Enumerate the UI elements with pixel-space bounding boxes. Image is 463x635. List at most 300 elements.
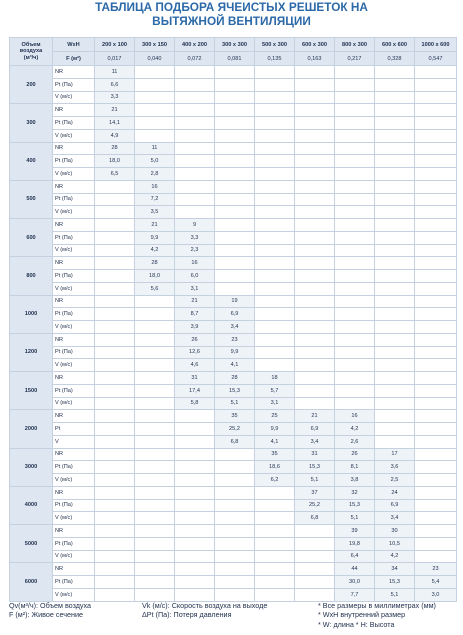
data-cell: [295, 180, 335, 193]
data-cell: [215, 525, 255, 538]
legend-velocity: Vk (м/с): Скорость воздуха на выходе: [142, 601, 268, 610]
data-cell: [95, 410, 135, 423]
data-cell: 3,4: [295, 435, 335, 448]
data-cell: [415, 295, 457, 308]
data-cell: [295, 308, 335, 321]
data-cell: [335, 308, 375, 321]
data-cell: [175, 448, 215, 461]
data-cell: [255, 512, 295, 525]
data-cell: [95, 231, 135, 244]
data-cell: 26: [175, 333, 215, 346]
table-row: [10, 180, 457, 193]
data-cell: [375, 435, 415, 448]
data-cell: 24: [375, 486, 415, 499]
table-row: [10, 384, 457, 397]
data-cell: [135, 550, 175, 563]
metric-label: NR: [53, 180, 95, 193]
data-cell: [375, 423, 415, 436]
data-cell: [215, 499, 255, 512]
air-flow-value: 1000: [10, 295, 53, 333]
data-cell: [415, 180, 457, 193]
data-cell: [335, 91, 375, 104]
metric-label: V (м/с): [53, 359, 95, 372]
data-cell: [375, 231, 415, 244]
data-cell: [415, 91, 457, 104]
metric-label: Pt (Па): [53, 193, 95, 206]
data-cell: [175, 78, 215, 91]
data-cell: 18: [255, 372, 295, 385]
metric-label: NR: [53, 104, 95, 117]
data-cell: [95, 474, 135, 487]
data-cell: [175, 512, 215, 525]
grille-size-header: 300 x 300: [215, 38, 255, 52]
data-cell: [415, 359, 457, 372]
data-cell: [255, 346, 295, 359]
table-row: [10, 193, 457, 206]
data-cell: [295, 384, 335, 397]
data-cell: 2,6: [335, 435, 375, 448]
data-cell: [255, 282, 295, 295]
data-cell: 16: [175, 257, 215, 270]
data-cell: [215, 91, 255, 104]
data-cell: [295, 270, 335, 283]
data-cell: [415, 66, 457, 79]
data-cell: [375, 257, 415, 270]
data-cell: [415, 499, 457, 512]
data-cell: 3,4: [215, 321, 255, 334]
data-cell: [255, 295, 295, 308]
data-cell: 34: [375, 563, 415, 576]
data-cell: [215, 474, 255, 487]
data-cell: [375, 91, 415, 104]
data-cell: [215, 512, 255, 525]
data-cell: [375, 372, 415, 385]
grille-size-header: 200 x 100: [95, 38, 135, 52]
metric-label: NR: [53, 66, 95, 79]
data-cell: 18,6: [255, 461, 295, 474]
data-cell: 4,9: [95, 129, 135, 142]
data-cell: [335, 117, 375, 130]
data-cell: [375, 129, 415, 142]
data-cell: [415, 155, 457, 168]
data-cell: [215, 270, 255, 283]
data-cell: [135, 423, 175, 436]
data-cell: [215, 193, 255, 206]
data-cell: [215, 231, 255, 244]
data-cell: [255, 117, 295, 130]
data-cell: [215, 66, 255, 79]
table-row: [10, 435, 457, 448]
data-cell: [295, 321, 335, 334]
air-flow-value: 1500: [10, 372, 53, 410]
data-cell: [215, 563, 255, 576]
data-cell: [215, 142, 255, 155]
metric-label: V (м/с): [53, 168, 95, 181]
data-cell: [255, 257, 295, 270]
data-cell: [255, 193, 295, 206]
air-flow-value: 400: [10, 142, 53, 180]
flow-column-header: [10, 38, 53, 66]
data-cell: [375, 206, 415, 219]
data-cell: 32: [335, 486, 375, 499]
data-cell: 30: [375, 525, 415, 538]
data-cell: [415, 423, 457, 436]
data-cell: 35: [215, 410, 255, 423]
data-cell: 18,0: [135, 270, 175, 283]
data-cell: [135, 512, 175, 525]
data-cell: [135, 66, 175, 79]
data-cell: [215, 206, 255, 219]
data-cell: [255, 576, 295, 589]
flow-header-line-2: воздуха: [19, 48, 43, 55]
data-cell: 3,3: [95, 91, 135, 104]
data-cell: [295, 117, 335, 130]
legend-area: F (м²): Живое сечение: [9, 610, 83, 620]
data-cell: 11: [135, 142, 175, 155]
data-cell: [335, 78, 375, 91]
data-cell: [335, 168, 375, 181]
title-line-1: ТАБЛИЦА ПОДБОРА ЯЧЕИСТЫХ РЕШЕТОК НА: [95, 0, 368, 14]
data-cell: 3,4: [375, 512, 415, 525]
data-cell: 44: [335, 563, 375, 576]
data-cell: 9,9: [135, 231, 175, 244]
data-cell: [415, 435, 457, 448]
flow-header-line-3: (м³/ч): [23, 54, 39, 61]
grille-selection-table: [9, 37, 457, 602]
data-cell: [255, 499, 295, 512]
data-cell: [255, 563, 295, 576]
data-cell: 5,1: [375, 588, 415, 601]
data-cell: 3,8: [335, 474, 375, 487]
table-row: [10, 66, 457, 79]
data-cell: [415, 308, 457, 321]
data-cell: 3,6: [375, 461, 415, 474]
metric-label: Pt (Па): [53, 155, 95, 168]
metric-label: Pt (Па): [53, 308, 95, 321]
metric-label: NR: [53, 372, 95, 385]
data-cell: [415, 231, 457, 244]
data-cell: 6,9: [295, 423, 335, 436]
data-cell: [95, 372, 135, 385]
data-cell: 23: [415, 563, 457, 576]
data-cell: 3,1: [255, 397, 295, 410]
data-cell: [215, 550, 255, 563]
data-cell: 7,2: [135, 193, 175, 206]
data-cell: [135, 308, 175, 321]
data-cell: 6,8: [295, 512, 335, 525]
data-cell: [375, 66, 415, 79]
data-cell: [175, 423, 215, 436]
data-cell: [175, 537, 215, 550]
data-cell: [135, 461, 175, 474]
data-cell: [375, 219, 415, 232]
grille-area-value: 0,072: [175, 52, 215, 66]
data-cell: [295, 219, 335, 232]
data-cell: [215, 180, 255, 193]
table-body: [10, 38, 457, 602]
table-row: [10, 588, 457, 601]
metric-label: Pt (Па): [53, 384, 95, 397]
data-cell: [415, 486, 457, 499]
data-cell: [255, 231, 295, 244]
metric-label: Pt: [53, 423, 95, 436]
data-cell: 28: [215, 372, 255, 385]
data-cell: [135, 448, 175, 461]
data-cell: 5,7: [255, 384, 295, 397]
legend-column-1: [9, 601, 91, 620]
data-cell: [335, 359, 375, 372]
data-cell: 6,2: [255, 474, 295, 487]
data-cell: [95, 588, 135, 601]
data-cell: [415, 512, 457, 525]
data-cell: 25: [255, 410, 295, 423]
data-cell: 19,8: [335, 537, 375, 550]
data-cell: [335, 282, 375, 295]
table-row: [10, 129, 457, 142]
data-cell: 2,8: [135, 168, 175, 181]
data-cell: [255, 525, 295, 538]
data-cell: [135, 486, 175, 499]
data-cell: 5,6: [135, 282, 175, 295]
data-cell: [375, 397, 415, 410]
data-cell: [295, 333, 335, 346]
title-line-2: ВЫТЯЖНОЙ ВЕНТИЛЯЦИИ: [152, 14, 311, 28]
metric-label: V (м/с): [53, 512, 95, 525]
data-cell: [95, 448, 135, 461]
data-cell: [415, 206, 457, 219]
data-cell: 21: [295, 410, 335, 423]
data-cell: [295, 193, 335, 206]
metric-label: Pt (Па): [53, 231, 95, 244]
data-cell: [95, 461, 135, 474]
data-cell: [415, 244, 457, 257]
data-cell: [255, 308, 295, 321]
data-cell: [375, 142, 415, 155]
data-cell: [255, 359, 295, 372]
data-cell: [335, 346, 375, 359]
data-cell: 4,2: [335, 423, 375, 436]
data-cell: [175, 435, 215, 448]
data-cell: [255, 142, 295, 155]
data-cell: [295, 563, 335, 576]
data-cell: [375, 295, 415, 308]
data-cell: [175, 193, 215, 206]
table-row: [10, 206, 457, 219]
legend-column-2: [142, 601, 267, 620]
data-cell: 21: [175, 295, 215, 308]
data-cell: [95, 257, 135, 270]
data-cell: 5,0: [135, 155, 175, 168]
data-cell: 31: [175, 372, 215, 385]
data-cell: [415, 333, 457, 346]
flow-header-line-1: Объем: [21, 41, 41, 48]
data-cell: [135, 410, 175, 423]
data-cell: [135, 435, 175, 448]
data-cell: [415, 397, 457, 410]
data-cell: 39: [335, 525, 375, 538]
data-cell: 17: [375, 448, 415, 461]
data-cell: [95, 180, 135, 193]
data-cell: [175, 155, 215, 168]
data-cell: [255, 244, 295, 257]
data-cell: [375, 321, 415, 334]
data-cell: 15,3: [335, 499, 375, 512]
data-cell: [255, 206, 295, 219]
data-cell: [295, 295, 335, 308]
data-cell: [215, 282, 255, 295]
air-flow-value: 4000: [10, 486, 53, 524]
data-cell: [335, 384, 375, 397]
data-cell: [255, 129, 295, 142]
data-cell: [415, 474, 457, 487]
data-cell: [335, 244, 375, 257]
data-cell: [375, 193, 415, 206]
metric-label: V (м/с): [53, 397, 95, 410]
data-cell: [335, 333, 375, 346]
data-cell: [175, 180, 215, 193]
data-cell: [415, 270, 457, 283]
data-cell: [135, 78, 175, 91]
legend-pressure: ΔPt (Па): Потеря давления: [142, 610, 232, 620]
data-cell: 5,1: [335, 512, 375, 525]
data-cell: 6,5: [95, 168, 135, 181]
data-cell: [215, 461, 255, 474]
legend-column-3: [318, 601, 436, 629]
metric-label: Pt (Па): [53, 576, 95, 589]
data-cell: [255, 550, 295, 563]
metric-label: V: [53, 435, 95, 448]
metric-label: Pt (Па): [53, 270, 95, 283]
table-row: [10, 231, 457, 244]
data-cell: [135, 588, 175, 601]
metric-label: V (м/с): [53, 206, 95, 219]
data-cell: [415, 448, 457, 461]
data-cell: [175, 117, 215, 130]
data-cell: [375, 270, 415, 283]
data-cell: [255, 333, 295, 346]
data-cell: [95, 206, 135, 219]
data-cell: [415, 537, 457, 550]
table-row: [10, 257, 457, 270]
table-row: [10, 295, 457, 308]
data-cell: [295, 359, 335, 372]
data-cell: [375, 104, 415, 117]
data-cell: [215, 537, 255, 550]
table-row: [10, 117, 457, 130]
data-cell: [415, 78, 457, 91]
data-cell: 16: [135, 180, 175, 193]
data-cell: [335, 104, 375, 117]
data-cell: [175, 461, 215, 474]
air-flow-value: 3000: [10, 448, 53, 486]
header-row-areas: [10, 52, 457, 66]
data-cell: [335, 295, 375, 308]
data-cell: [335, 257, 375, 270]
data-cell: 30,0: [335, 576, 375, 589]
metric-label: NR: [53, 295, 95, 308]
data-cell: [135, 129, 175, 142]
table-row: [10, 346, 457, 359]
data-cell: [375, 168, 415, 181]
grille-size-header: 500 x 300: [255, 38, 295, 52]
area-label: F (м²): [53, 52, 95, 66]
data-cell: [295, 231, 335, 244]
data-cell: [175, 410, 215, 423]
grille-area-value: 0,547: [415, 52, 457, 66]
data-cell: [415, 219, 457, 232]
data-cell: [95, 321, 135, 334]
data-cell: [215, 257, 255, 270]
metric-label: Pt (Па): [53, 346, 95, 359]
data-cell: [95, 193, 135, 206]
data-cell: [175, 142, 215, 155]
data-cell: [375, 180, 415, 193]
data-cell: [335, 155, 375, 168]
data-cell: [255, 486, 295, 499]
data-cell: [415, 193, 457, 206]
data-cell: [255, 168, 295, 181]
data-cell: 37: [295, 486, 335, 499]
table-row: [10, 168, 457, 181]
data-cell: 17,4: [175, 384, 215, 397]
data-cell: [215, 117, 255, 130]
table-row: [10, 359, 457, 372]
data-cell: [335, 206, 375, 219]
metric-label: Pt (Па): [53, 117, 95, 130]
metric-label: NR: [53, 219, 95, 232]
data-cell: [135, 397, 175, 410]
data-cell: [95, 576, 135, 589]
data-cell: [255, 588, 295, 601]
data-cell: [135, 346, 175, 359]
data-cell: [295, 91, 335, 104]
data-cell: 28: [95, 142, 135, 155]
data-cell: [215, 78, 255, 91]
data-cell: 9,9: [255, 423, 295, 436]
data-cell: 19: [215, 295, 255, 308]
data-cell: [135, 372, 175, 385]
data-cell: 6,9: [215, 308, 255, 321]
data-cell: 21: [95, 104, 135, 117]
metric-label: NR: [53, 563, 95, 576]
data-cell: [175, 576, 215, 589]
data-cell: 3,5: [135, 206, 175, 219]
air-flow-value: 800: [10, 257, 53, 295]
data-cell: [95, 423, 135, 436]
table-row: [10, 155, 457, 168]
metric-label: NR: [53, 333, 95, 346]
data-cell: [375, 384, 415, 397]
data-cell: 8,7: [175, 308, 215, 321]
metric-label: V (м/с): [53, 588, 95, 601]
grille-area-value: 0,135: [255, 52, 295, 66]
metric-label: NR: [53, 410, 95, 423]
data-cell: [375, 78, 415, 91]
data-cell: [255, 180, 295, 193]
data-cell: [135, 117, 175, 130]
data-cell: [335, 321, 375, 334]
data-cell: [415, 461, 457, 474]
data-cell: [415, 129, 457, 142]
table-row: [10, 78, 457, 91]
data-cell: 28: [135, 257, 175, 270]
data-cell: [215, 104, 255, 117]
grille-size-header: 600 x 600: [375, 38, 415, 52]
table-row: [10, 537, 457, 550]
data-cell: [95, 435, 135, 448]
table-row: [10, 372, 457, 385]
data-cell: [175, 91, 215, 104]
